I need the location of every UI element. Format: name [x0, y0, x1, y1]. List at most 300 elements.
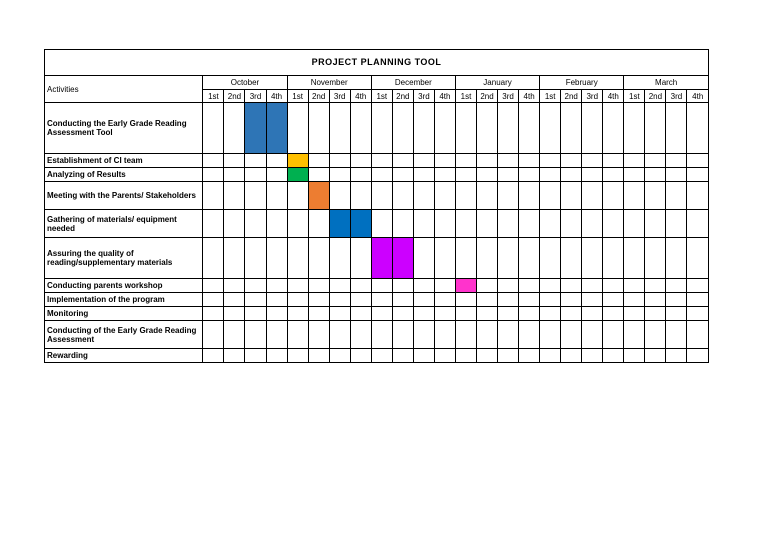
schedule-cell: [476, 293, 497, 307]
week-header: 3rd: [498, 90, 519, 103]
schedule-cell: [645, 168, 666, 182]
activity-row: [45, 210, 709, 238]
schedule-cell: [645, 279, 666, 293]
schedule-cell: [455, 103, 476, 154]
schedule-cell: [329, 154, 350, 168]
schedule-cell: [329, 238, 350, 279]
schedule-cell: [498, 154, 519, 168]
schedule-cell: [266, 321, 287, 349]
schedule-cell: [224, 210, 245, 238]
schedule-cell: [245, 238, 266, 279]
schedule-cell: [392, 210, 413, 238]
schedule-cell: [476, 182, 497, 210]
schedule-cell: [329, 293, 350, 307]
schedule-cell: [350, 154, 371, 168]
schedule-cell: [371, 349, 392, 363]
week-header: 3rd: [413, 90, 434, 103]
schedule-cell: [645, 293, 666, 307]
week-header: 4th: [434, 90, 455, 103]
week-header: 3rd: [329, 90, 350, 103]
schedule-cell: [413, 103, 434, 154]
schedule-cell: [413, 279, 434, 293]
schedule-cell: [266, 307, 287, 321]
schedule-cell: [434, 238, 455, 279]
schedule-cell: [203, 103, 224, 154]
schedule-cell: [245, 154, 266, 168]
schedule-cell: [519, 154, 540, 168]
month-header: November: [287, 76, 371, 90]
schedule-cell: [540, 279, 561, 293]
activity-row: [45, 103, 709, 154]
schedule-cell: [266, 279, 287, 293]
schedule-cell: [666, 307, 687, 321]
schedule-cell: [582, 321, 603, 349]
title-row: [45, 50, 709, 76]
schedule-cell: [455, 321, 476, 349]
schedule-cell: [392, 293, 413, 307]
schedule-cell: [392, 279, 413, 293]
schedule-cell: [245, 279, 266, 293]
schedule-cell: [287, 182, 308, 210]
schedule-cell: [203, 321, 224, 349]
schedule-cell: [603, 154, 624, 168]
schedule-cell: [413, 349, 434, 363]
activity-row: [45, 293, 709, 307]
schedule-cell: [561, 103, 582, 154]
schedule-cell: [603, 103, 624, 154]
schedule-cell: [687, 293, 709, 307]
activity-label: Rewarding: [45, 349, 203, 363]
schedule-cell: [624, 279, 645, 293]
schedule-cell: [645, 210, 666, 238]
schedule-cell: [350, 349, 371, 363]
scheduled-cell: [392, 238, 413, 279]
schedule-cell: [603, 279, 624, 293]
schedule-cell: [434, 103, 455, 154]
month-header: January: [455, 76, 539, 90]
schedule-cell: [392, 349, 413, 363]
schedule-cell: [434, 154, 455, 168]
schedule-cell: [582, 349, 603, 363]
schedule-cell: [266, 182, 287, 210]
week-header: 3rd: [245, 90, 266, 103]
schedule-cell: [350, 279, 371, 293]
schedule-cell: [519, 168, 540, 182]
schedule-cell: [245, 293, 266, 307]
month-header: March: [624, 76, 709, 90]
schedule-cell: [434, 279, 455, 293]
schedule-cell: [645, 349, 666, 363]
schedule-cell: [666, 154, 687, 168]
schedule-cell: [224, 154, 245, 168]
schedule-cell: [266, 293, 287, 307]
schedule-cell: [624, 103, 645, 154]
week-header: 1st: [203, 90, 224, 103]
activity-row: [45, 182, 709, 210]
activity-label: Establishment of CI team: [45, 154, 203, 168]
schedule-cell: [434, 168, 455, 182]
schedule-cell: [350, 321, 371, 349]
schedule-cell: [392, 103, 413, 154]
schedule-cell: [371, 154, 392, 168]
week-header: 2nd: [476, 90, 497, 103]
schedule-cell: [308, 349, 329, 363]
schedule-cell: [561, 321, 582, 349]
schedule-cell: [350, 307, 371, 321]
schedule-cell: [498, 349, 519, 363]
activity-label: Meeting with the Parents/ Stakeholders: [45, 182, 203, 210]
scheduled-cell: [266, 103, 287, 154]
scheduled-cell: [455, 279, 476, 293]
month-header-row: [45, 76, 709, 90]
schedule-cell: [455, 293, 476, 307]
schedule-cell: [687, 238, 709, 279]
schedule-cell: [582, 238, 603, 279]
schedule-cell: [392, 182, 413, 210]
schedule-cell: [413, 210, 434, 238]
schedule-cell: [413, 238, 434, 279]
schedule-cell: [455, 349, 476, 363]
schedule-cell: [624, 168, 645, 182]
schedule-cell: [519, 238, 540, 279]
schedule-cell: [603, 210, 624, 238]
schedule-cell: [603, 182, 624, 210]
schedule-cell: [561, 210, 582, 238]
schedule-cell: [308, 238, 329, 279]
schedule-cell: [476, 321, 497, 349]
schedule-cell: [687, 210, 709, 238]
schedule-cell: [540, 182, 561, 210]
schedule-cell: [287, 307, 308, 321]
scheduled-cell: [308, 182, 329, 210]
schedule-cell: [582, 210, 603, 238]
schedule-cell: [329, 182, 350, 210]
schedule-cell: [455, 182, 476, 210]
schedule-cell: [519, 321, 540, 349]
scheduled-cell: [287, 168, 308, 182]
schedule-cell: [350, 238, 371, 279]
activity-label: Gathering of materials/ equipment needed: [45, 210, 203, 238]
schedule-cell: [476, 238, 497, 279]
schedule-cell: [266, 154, 287, 168]
schedule-cell: [434, 210, 455, 238]
schedule-cell: [540, 321, 561, 349]
schedule-cell: [434, 307, 455, 321]
schedule-cell: [287, 321, 308, 349]
schedule-cell: [392, 307, 413, 321]
activity-row: [45, 349, 709, 363]
month-header: October: [203, 76, 287, 90]
activity-row: [45, 279, 709, 293]
schedule-cell: [371, 279, 392, 293]
schedule-cell: [624, 154, 645, 168]
schedule-cell: [434, 321, 455, 349]
schedule-cell: [666, 321, 687, 349]
schedule-cell: [582, 182, 603, 210]
activity-label: Analyzing of Results: [45, 168, 203, 182]
schedule-cell: [645, 154, 666, 168]
schedule-cell: [371, 307, 392, 321]
schedule-cell: [519, 182, 540, 210]
schedule-cell: [687, 182, 709, 210]
week-header: 4th: [519, 90, 540, 103]
schedule-cell: [329, 103, 350, 154]
schedule-cell: [308, 210, 329, 238]
schedule-cell: [455, 307, 476, 321]
activity-label: Conducting parents workshop: [45, 279, 203, 293]
schedule-cell: [329, 279, 350, 293]
schedule-cell: [561, 182, 582, 210]
activity-label: Implementation of the program: [45, 293, 203, 307]
schedule-cell: [203, 293, 224, 307]
schedule-cell: [308, 279, 329, 293]
schedule-cell: [624, 307, 645, 321]
schedule-cell: [455, 210, 476, 238]
schedule-cell: [203, 210, 224, 238]
schedule-cell: [392, 168, 413, 182]
schedule-cell: [350, 293, 371, 307]
activity-label: Assuring the quality of reading/supplementary materials: [45, 238, 203, 279]
month-header: December: [371, 76, 455, 90]
schedule-cell: [666, 293, 687, 307]
schedule-cell: [455, 238, 476, 279]
schedule-cell: [455, 154, 476, 168]
scheduled-cell: [371, 238, 392, 279]
schedule-cell: [519, 103, 540, 154]
schedule-cell: [308, 293, 329, 307]
schedule-cell: [329, 349, 350, 363]
schedule-cell: [624, 238, 645, 279]
activity-label: Conducting of the Early Grade Reading Assessment: [45, 321, 203, 349]
schedule-cell: [645, 321, 666, 349]
schedule-cell: [519, 307, 540, 321]
schedule-cell: [287, 349, 308, 363]
activity-row: [45, 238, 709, 279]
schedule-cell: [561, 349, 582, 363]
schedule-cell: [413, 182, 434, 210]
schedule-cell: [603, 321, 624, 349]
week-header: 4th: [603, 90, 624, 103]
schedule-cell: [582, 154, 603, 168]
schedule-cell: [687, 103, 709, 154]
schedule-cell: [498, 238, 519, 279]
schedule-cell: [603, 293, 624, 307]
schedule-cell: [476, 349, 497, 363]
schedule-cell: [540, 154, 561, 168]
schedule-cell: [498, 293, 519, 307]
schedule-cell: [371, 168, 392, 182]
schedule-cell: [603, 238, 624, 279]
schedule-cell: [287, 210, 308, 238]
scheduled-cell: [287, 154, 308, 168]
schedule-cell: [245, 307, 266, 321]
schedule-cell: [245, 321, 266, 349]
activity-row: [45, 168, 709, 182]
schedule-cell: [498, 279, 519, 293]
schedule-cell: [582, 103, 603, 154]
sheet-title: PROJECT PLANNING TOOL: [45, 50, 709, 76]
week-header: 3rd: [582, 90, 603, 103]
schedule-cell: [603, 349, 624, 363]
schedule-cell: [561, 154, 582, 168]
schedule-cell: [687, 307, 709, 321]
schedule-cell: [245, 210, 266, 238]
schedule-cell: [350, 103, 371, 154]
schedule-cell: [561, 238, 582, 279]
schedule-cell: [413, 293, 434, 307]
schedule-cell: [476, 154, 497, 168]
schedule-cell: [329, 168, 350, 182]
schedule-cell: [687, 279, 709, 293]
schedule-cell: [666, 349, 687, 363]
schedule-cell: [413, 168, 434, 182]
schedule-cell: [203, 307, 224, 321]
schedule-cell: [203, 168, 224, 182]
schedule-cell: [498, 103, 519, 154]
schedule-cell: [266, 210, 287, 238]
week-header: 4th: [266, 90, 287, 103]
schedule-cell: [687, 154, 709, 168]
week-header: 1st: [624, 90, 645, 103]
schedule-cell: [308, 154, 329, 168]
schedule-cell: [245, 182, 266, 210]
activity-label: Monitoring: [45, 307, 203, 321]
week-header: 1st: [287, 90, 308, 103]
schedule-cell: [329, 307, 350, 321]
schedule-cell: [455, 168, 476, 182]
schedule-cell: [371, 210, 392, 238]
project-planning-table: [44, 49, 709, 363]
schedule-cell: [203, 279, 224, 293]
schedule-cell: [540, 293, 561, 307]
schedule-cell: [687, 349, 709, 363]
schedule-cell: [645, 182, 666, 210]
schedule-cell: [624, 210, 645, 238]
schedule-cell: [308, 103, 329, 154]
schedule-cell: [561, 168, 582, 182]
schedule-cell: [413, 321, 434, 349]
schedule-cell: [476, 307, 497, 321]
schedule-cell: [224, 349, 245, 363]
schedule-cell: [224, 279, 245, 293]
schedule-cell: [476, 168, 497, 182]
schedule-cell: [329, 321, 350, 349]
week-header: 4th: [687, 90, 709, 103]
schedule-cell: [476, 279, 497, 293]
schedule-cell: [498, 210, 519, 238]
scheduled-cell: [350, 210, 371, 238]
schedule-cell: [224, 238, 245, 279]
schedule-cell: [561, 279, 582, 293]
schedule-cell: [624, 182, 645, 210]
schedule-cell: [645, 103, 666, 154]
schedule-cell: [245, 349, 266, 363]
schedule-cell: [371, 103, 392, 154]
schedule-cell: [687, 321, 709, 349]
schedule-cell: [540, 349, 561, 363]
schedule-cell: [434, 349, 455, 363]
schedule-cell: [645, 307, 666, 321]
week-header: 3rd: [666, 90, 687, 103]
schedule-cell: [224, 321, 245, 349]
schedule-cell: [666, 238, 687, 279]
schedule-cell: [603, 168, 624, 182]
schedule-cell: [392, 321, 413, 349]
schedule-cell: [287, 103, 308, 154]
schedule-cell: [519, 349, 540, 363]
schedule-cell: [371, 321, 392, 349]
schedule-cell: [434, 293, 455, 307]
schedule-cell: [666, 103, 687, 154]
schedule-cell: [582, 168, 603, 182]
schedule-cell: [308, 321, 329, 349]
schedule-cell: [666, 279, 687, 293]
schedule-cell: [624, 321, 645, 349]
activity-row: [45, 321, 709, 349]
schedule-cell: [519, 279, 540, 293]
schedule-cell: [203, 182, 224, 210]
week-header: 2nd: [645, 90, 666, 103]
schedule-cell: [582, 279, 603, 293]
schedule-cell: [624, 293, 645, 307]
schedule-cell: [666, 210, 687, 238]
week-header: 2nd: [392, 90, 413, 103]
week-header: 2nd: [224, 90, 245, 103]
schedule-cell: [287, 279, 308, 293]
activity-row: [45, 307, 709, 321]
month-header: February: [540, 76, 624, 90]
schedule-cell: [476, 210, 497, 238]
schedule-cell: [266, 349, 287, 363]
schedule-cell: [498, 321, 519, 349]
schedule-cell: [582, 293, 603, 307]
schedule-cell: [203, 349, 224, 363]
schedule-cell: [308, 307, 329, 321]
week-header: 2nd: [308, 90, 329, 103]
schedule-cell: [371, 293, 392, 307]
schedule-cell: [666, 168, 687, 182]
schedule-cell: [266, 238, 287, 279]
scheduled-cell: [329, 210, 350, 238]
week-header: 1st: [455, 90, 476, 103]
activity-row: [45, 154, 709, 168]
schedule-cell: [392, 154, 413, 168]
schedule-cell: [624, 349, 645, 363]
schedule-cell: [561, 293, 582, 307]
schedule-cell: [498, 182, 519, 210]
schedule-cell: [687, 168, 709, 182]
schedule-cell: [666, 182, 687, 210]
activities-header: Activities: [45, 76, 203, 103]
week-header: 2nd: [561, 90, 582, 103]
schedule-cell: [224, 182, 245, 210]
schedule-cell: [224, 168, 245, 182]
schedule-cell: [540, 168, 561, 182]
schedule-cell: [498, 307, 519, 321]
schedule-cell: [371, 182, 392, 210]
schedule-cell: [540, 307, 561, 321]
schedule-cell: [413, 154, 434, 168]
schedule-cell: [287, 238, 308, 279]
week-header: 4th: [350, 90, 371, 103]
week-header: 1st: [371, 90, 392, 103]
activity-label: Conducting the Early Grade Reading Assessment Tool: [45, 103, 203, 154]
schedule-cell: [603, 307, 624, 321]
schedule-cell: [266, 168, 287, 182]
schedule-cell: [540, 103, 561, 154]
scheduled-cell: [245, 103, 266, 154]
schedule-cell: [519, 293, 540, 307]
